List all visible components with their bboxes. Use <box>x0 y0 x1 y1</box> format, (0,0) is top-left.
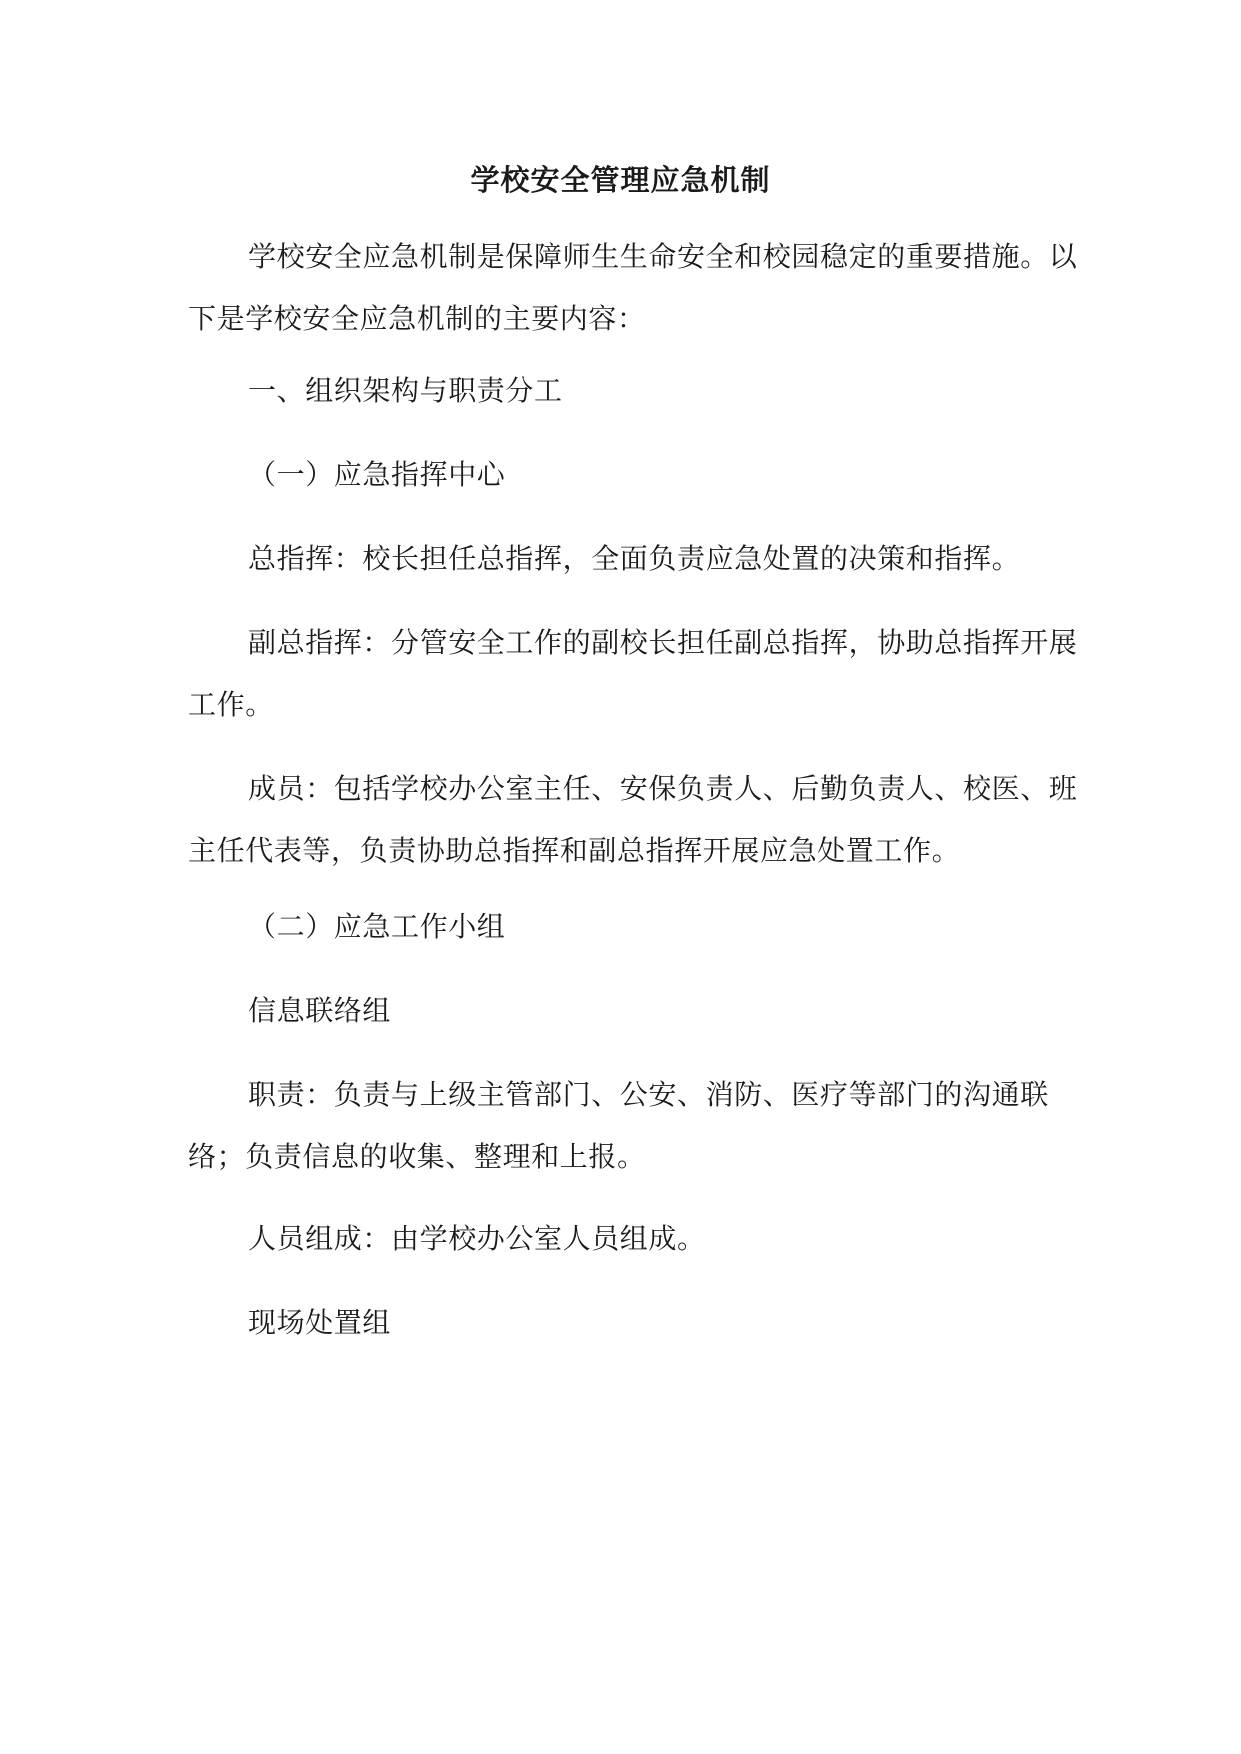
paragraph-liaison-duties: 职责：负责与上级主管部门、公安、消防、医疗等部门的沟通联络；负责信息的收集、整理和上报。 <box>188 1078 1049 1173</box>
subsection-heading-command-center: （一）应急指挥中心 <box>248 458 506 491</box>
subsection-heading-working-groups: （二）应急工作小组 <box>248 910 506 943</box>
document-title: 学校安全管理应急机制 <box>470 163 771 197</box>
paragraph-liaison-staff: 人员组成：由学校办公室人员组成。 <box>248 1222 706 1255</box>
paragraph-members: 成员：包括学校办公室主任、安保负责人、后勤负责人、校医、班主任代表等，负责协助总指挥和副总指挥开展应急处置工作。 <box>188 772 1078 867</box>
paragraph-commander: 总指挥：校长担任总指挥，全面负责应急处置的决策和指挥。 <box>248 542 1021 575</box>
group-heading-information-liaison: 信息联络组 <box>248 994 392 1027</box>
paragraph-deputy-commander: 副总指挥：分管安全工作的副校长担任副总指挥，协助总指挥开展工作。 <box>188 626 1078 721</box>
group-heading-onsite-response: 现场处置组 <box>248 1306 392 1339</box>
section-heading-organization: 一、组织架构与职责分工 <box>248 374 563 407</box>
intro-paragraph: 学校安全应急机制是保障师生生命安全和校园稳定的重要措施。以下是学校安全应急机制的主要内容： <box>188 240 1078 335</box>
